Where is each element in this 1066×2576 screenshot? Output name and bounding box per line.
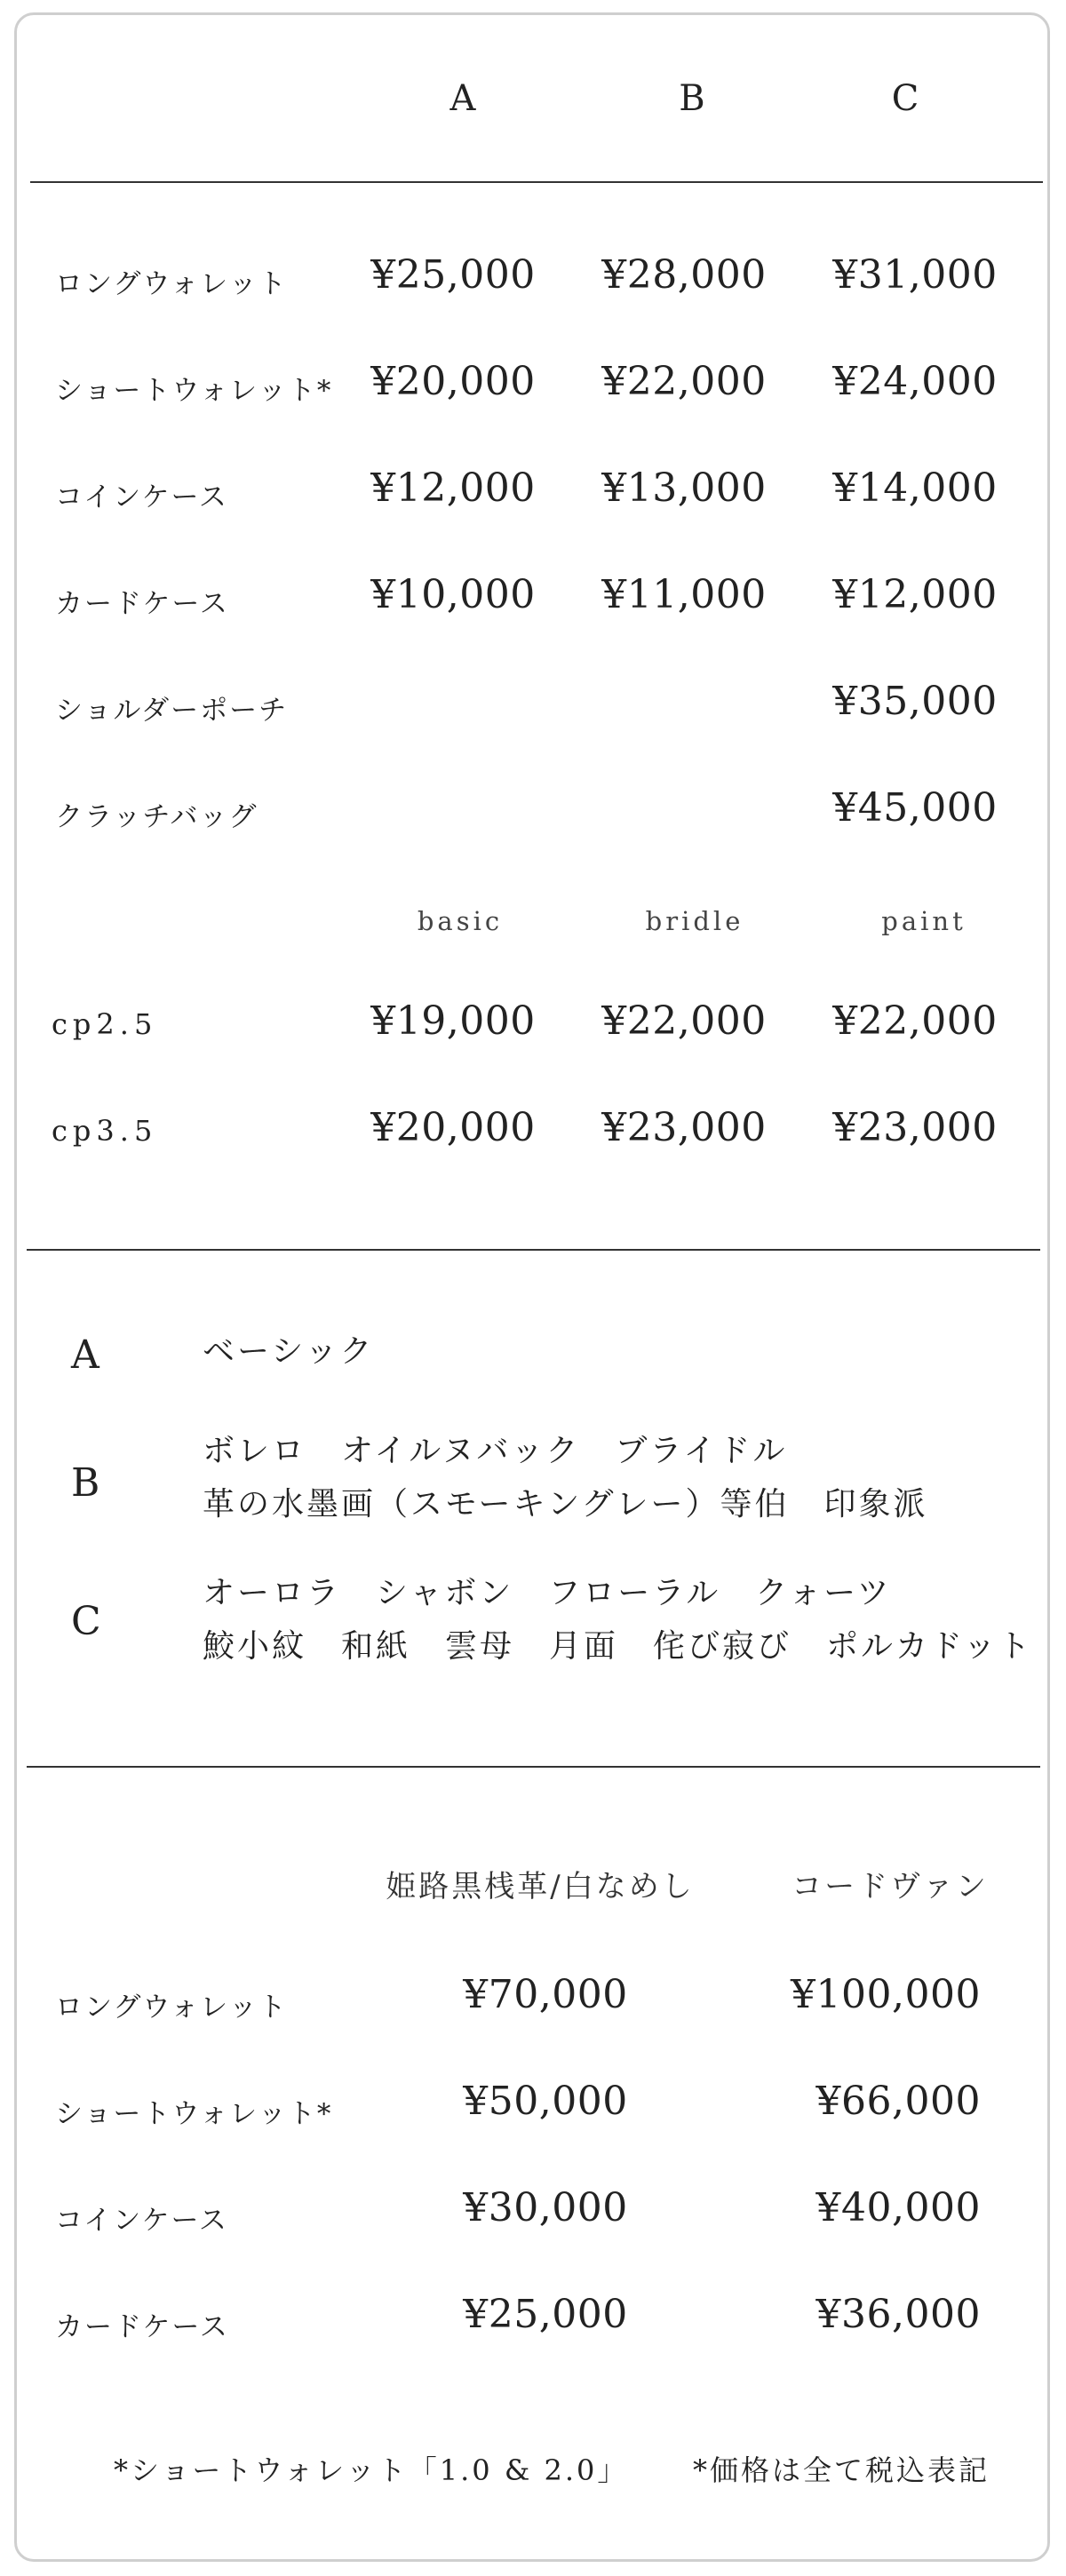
price-cell: ¥66,000 <box>815 2079 981 2124</box>
row-label-clutch-bag: クラッチバッグ <box>55 801 259 833</box>
legend-text-a: ベーシック <box>203 1333 375 1370</box>
row-label-card-case: カードケース <box>55 588 229 620</box>
row-label-cp3-5: cp3.5 <box>52 1114 158 1148</box>
price-cell: ¥20,000 <box>370 1105 536 1150</box>
legend-text-c-line1: オーロラ シャボン フローラル クォーツ <box>203 1575 892 1611</box>
price-cell: ¥40,000 <box>815 2185 981 2230</box>
price-cell: ¥10,000 <box>370 572 536 617</box>
price-cell: ¥23,000 <box>832 1105 998 1150</box>
price-cell: ¥100,000 <box>791 1972 981 2017</box>
divider <box>27 1766 1040 1768</box>
row-label-short-wallet: ショートウォレット* <box>55 2098 333 2130</box>
subheader-paint: paint <box>881 906 967 936</box>
legend-letter-a: A <box>71 1332 99 1378</box>
subheader-basic: basic <box>417 906 504 936</box>
row-label-long-wallet: ロングウォレット <box>55 268 288 300</box>
price-cell: ¥36,000 <box>815 2292 981 2337</box>
price-cell: ¥25,000 <box>370 252 536 298</box>
price-cell: ¥20,000 <box>370 359 536 404</box>
legend-letter-c: C <box>71 1599 101 1644</box>
price-cell: ¥24,000 <box>832 359 998 404</box>
price-cell: ¥13,000 <box>601 465 767 511</box>
price-cell: ¥25,000 <box>463 2292 628 2337</box>
row-label-card-case: カードケース <box>55 2311 229 2343</box>
price-cell: ¥70,000 <box>463 1972 628 2017</box>
row-label-shoulder-pouch: ショルダーポーチ <box>55 695 289 727</box>
column-header-c: C <box>891 78 921 119</box>
legend-text-b-line1: ボレロ オイルヌバック ブライドル <box>203 1433 788 1469</box>
footnote-short-wallet: *ショートウォレット「1.0 & 2.0」 <box>114 2453 629 2487</box>
row-label-coin-case: コインケース <box>55 2205 228 2237</box>
price-cell: ¥35,000 <box>832 679 998 724</box>
subheader-bridle: bridle <box>645 906 744 936</box>
row-label-short-wallet: ショートウォレット* <box>55 375 333 407</box>
row-label-cp2-5: cp2.5 <box>52 1007 158 1041</box>
row-label-coin-case: コインケース <box>55 481 228 513</box>
price-cell: ¥19,000 <box>370 998 536 1044</box>
price-cell: ¥22,000 <box>601 998 767 1044</box>
price-cell: ¥22,000 <box>832 998 998 1044</box>
price-cell: ¥11,000 <box>601 572 767 617</box>
column-header-a: A <box>449 78 478 119</box>
price-cell: ¥50,000 <box>463 2079 628 2124</box>
price-cell: ¥28,000 <box>601 252 767 298</box>
legend-text-c-line2: 鮫小紋 和紙 雲母 月面 侘び寂び ポルカドット <box>203 1628 1033 1665</box>
price-cell: ¥12,000 <box>370 465 536 511</box>
price-cell: ¥31,000 <box>832 252 998 298</box>
legend-letter-b: B <box>71 1460 100 1506</box>
price-cell: ¥30,000 <box>463 2185 628 2230</box>
price-cell: ¥14,000 <box>832 465 998 511</box>
column-header-b: B <box>679 78 707 119</box>
column-header-cordovan: コードヴァン <box>792 1869 989 1904</box>
price-cell: ¥22,000 <box>601 359 767 404</box>
price-cell: ¥23,000 <box>601 1105 767 1150</box>
price-cell: ¥45,000 <box>832 785 998 831</box>
divider <box>27 1249 1040 1251</box>
divider <box>30 181 1043 183</box>
row-label-long-wallet: ロングウォレット <box>55 1992 288 2023</box>
legend-text-b-line2: 革の水墨画（スモーキングレー）等伯 印象派 <box>203 1486 928 1523</box>
footnote-tax-included: *価格は全て税込表記 <box>693 2453 990 2487</box>
price-cell: ¥12,000 <box>832 572 998 617</box>
column-header-himeji: 姫路黒桟革/白なめし <box>386 1869 695 1904</box>
